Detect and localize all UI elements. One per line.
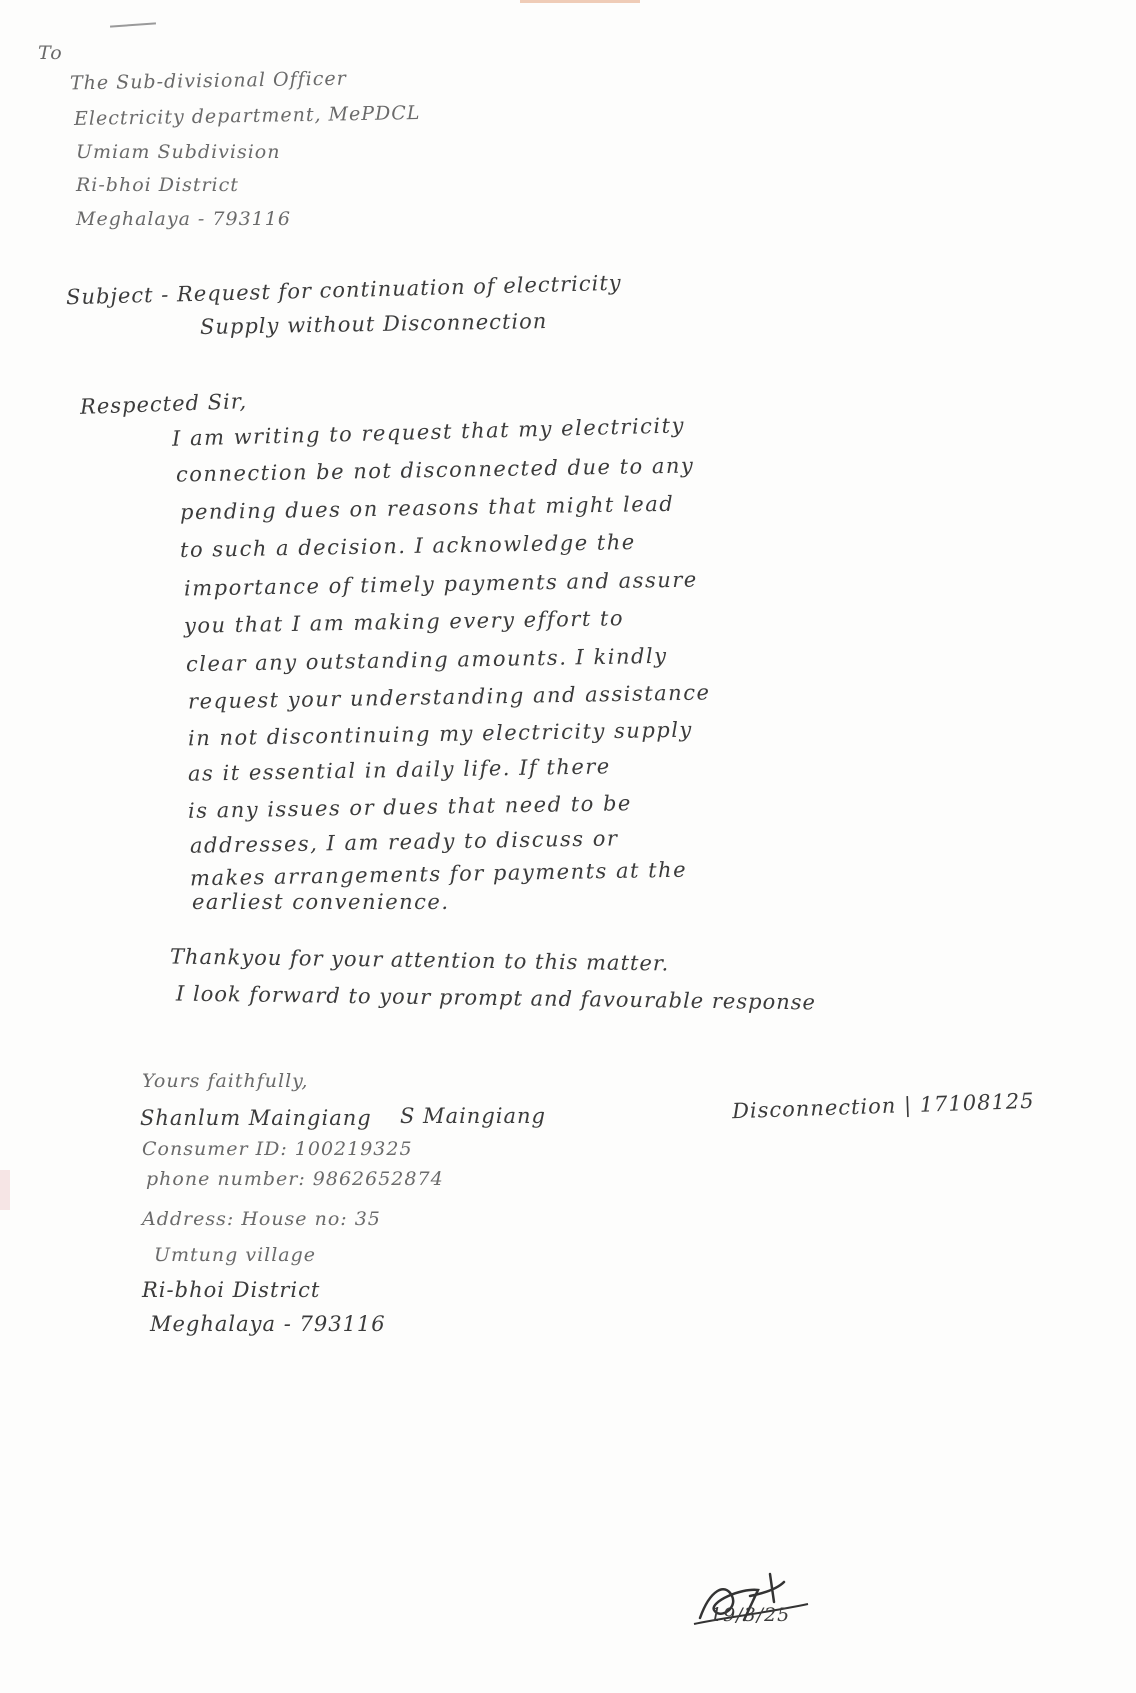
pen-stroke <box>110 22 156 27</box>
top-edge-mark <box>520 0 640 3</box>
recipient-line: Ri-bhoi District <box>76 174 239 196</box>
initials-scribble-icon <box>680 1560 820 1640</box>
body-line: addresses, I am ready to discuss or <box>189 826 619 858</box>
subject-line: Supply without Disconnection <box>199 308 548 340</box>
body-line: earliest convenience. <box>192 890 450 914</box>
recipient-line: Meghalaya - 793116 <box>76 208 291 230</box>
body-line: request your understanding and assistance <box>187 680 711 714</box>
closing-line: I look forward to your prompt and favourable response <box>175 981 817 1015</box>
salutation: Respected Sir, <box>79 389 248 419</box>
address-line: Umtung village <box>154 1244 317 1266</box>
body-line: connection be not disconnected due to any <box>175 453 695 487</box>
body-line: importance of timely payments and assure <box>183 567 698 601</box>
body-line: I am writing to request that my electricity <box>171 413 686 451</box>
edge-stain <box>0 1170 10 1210</box>
body-line: to such a decision. I acknowledge the <box>179 530 636 562</box>
subject-line: Subject - Request for continuation of electricity <box>65 270 622 310</box>
body-line: is any issues or dues that need to be <box>187 791 633 823</box>
consumer-id: Consumer ID: 100219325 <box>142 1138 413 1160</box>
address-line: Meghalaya - 793116 <box>150 1312 386 1336</box>
body-line: you that I am making every effort to <box>183 606 625 638</box>
body-line: as it essential in daily life. If there <box>187 754 611 786</box>
body-line: in not discontinuing my electricity supply <box>187 717 694 751</box>
closing-line: Thankyou for your attention to this matter. <box>169 944 670 976</box>
body-line: makes arrangements for payments at the <box>189 857 688 891</box>
phone-number: phone number: 9862652874 <box>146 1168 444 1190</box>
address-line: Ri-bhoi District <box>142 1278 321 1302</box>
sender-name: Shanlum Maingiang <box>140 1106 372 1130</box>
body-line: pending dues on reasons that might lead <box>179 491 675 525</box>
receipt-signature <box>680 1560 820 1640</box>
receipt-date: 19/3/25 <box>710 1604 791 1626</box>
recipient-line: Umiam Subdivision <box>76 141 281 163</box>
recipient-line: Electricity department, MePDCL <box>73 101 421 131</box>
to-label: To <box>38 42 63 64</box>
signoff: Yours faithfully, <box>142 1070 309 1092</box>
recipient-line: The Sub-divisional Officer <box>69 67 347 95</box>
address-line: Address: House no: 35 <box>142 1208 381 1230</box>
body-line: clear any outstanding amounts. I kindly <box>185 643 668 677</box>
disconnection-note: Disconnection | 17108125 <box>731 1088 1035 1124</box>
sender-signature: S Maingiang <box>400 1104 546 1128</box>
